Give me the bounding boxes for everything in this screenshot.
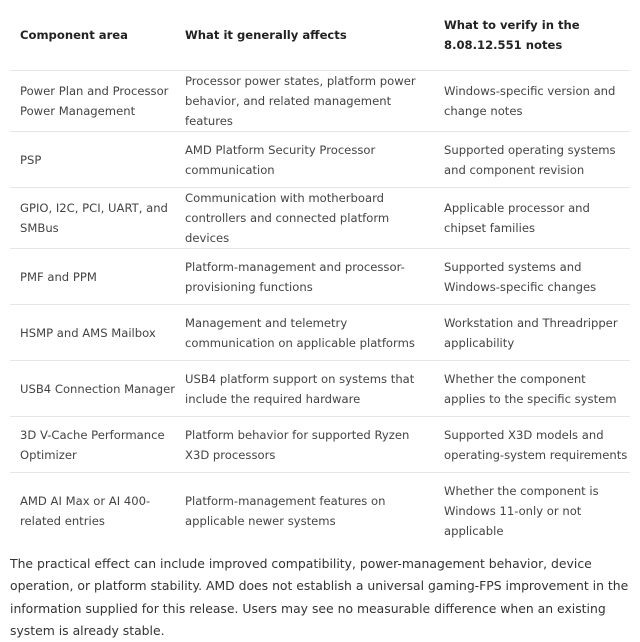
table-cell: Communication with motherboard controllers and connected platform devices xyxy=(175,188,434,249)
table-row xyxy=(10,188,630,249)
table-cell: Management and telemetry communication on applicable platforms xyxy=(175,305,434,361)
table-cell: Power Plan and Processor Power Management xyxy=(10,71,175,132)
table-cell: GPIO, I2C, PCI, UART, and SMBus xyxy=(10,188,175,249)
table-cell: Supported operating systems and component revision xyxy=(434,132,630,188)
table-cell: USB4 platform support on systems that include the required hardware xyxy=(175,361,434,417)
table-cell: HSMP and AMS Mailbox xyxy=(10,305,175,361)
table-cell: 3D V-Cache Performance Optimizer xyxy=(10,417,175,473)
table-cell: Platform-management features on applicable newer systems xyxy=(185,493,386,528)
table-cell: Whether the component is Windows 11-only or not applicable xyxy=(444,483,599,538)
table-cell: Windows-specific version and change notes xyxy=(434,71,630,132)
table-cell: Platform behavior for supported Ryzen X3D processors xyxy=(175,417,434,473)
table-row xyxy=(10,473,630,549)
table-row xyxy=(10,417,630,473)
component-table-wrapper xyxy=(10,0,630,548)
table-cell: Applicable processor and chipset families xyxy=(434,188,630,249)
table-row xyxy=(10,132,630,188)
table-cell: Workstation and Threadripper applicability xyxy=(434,305,630,361)
table-cell: Supported systems and Windows-specific changes xyxy=(434,249,630,305)
header-component-area: Component area xyxy=(10,0,175,71)
table-row xyxy=(10,305,630,361)
table-row xyxy=(10,71,630,132)
table-cell: Platform-management and processor-provisioning functions xyxy=(175,249,434,305)
table-cell: PMF and PPM xyxy=(10,249,175,305)
table-cell: USB4 Connection Manager xyxy=(10,361,175,417)
summary-paragraph: The practical effect can include improved compatibility, power-management behavior, device operation, or platform stability. AMD does not establish a universal gaming-FPS improvement in the information supplied for this release. Users may see no measurable difference when an existing system is already stable. xyxy=(10,556,629,638)
table-cell: PSP xyxy=(10,132,175,188)
component-table xyxy=(10,0,630,548)
table-cell: AMD AI Max or AI 400-related entries xyxy=(20,493,151,528)
table-cell: Processor power states, platform power behavior, and related management features xyxy=(175,71,434,132)
table-header-row xyxy=(10,0,630,71)
table-cell: AMD Platform Security Processor communication xyxy=(175,132,434,188)
header-what-to-verify: What to verify in the 8.08.12.551 notes xyxy=(434,0,630,71)
table-row xyxy=(10,361,630,417)
table-row xyxy=(10,249,630,305)
table-cell: Supported X3D models and operating-system requirements xyxy=(434,417,630,473)
header-what-it-affects: What it generally affects xyxy=(175,0,434,71)
table-cell: Whether the component applies to the specific system xyxy=(434,361,630,417)
